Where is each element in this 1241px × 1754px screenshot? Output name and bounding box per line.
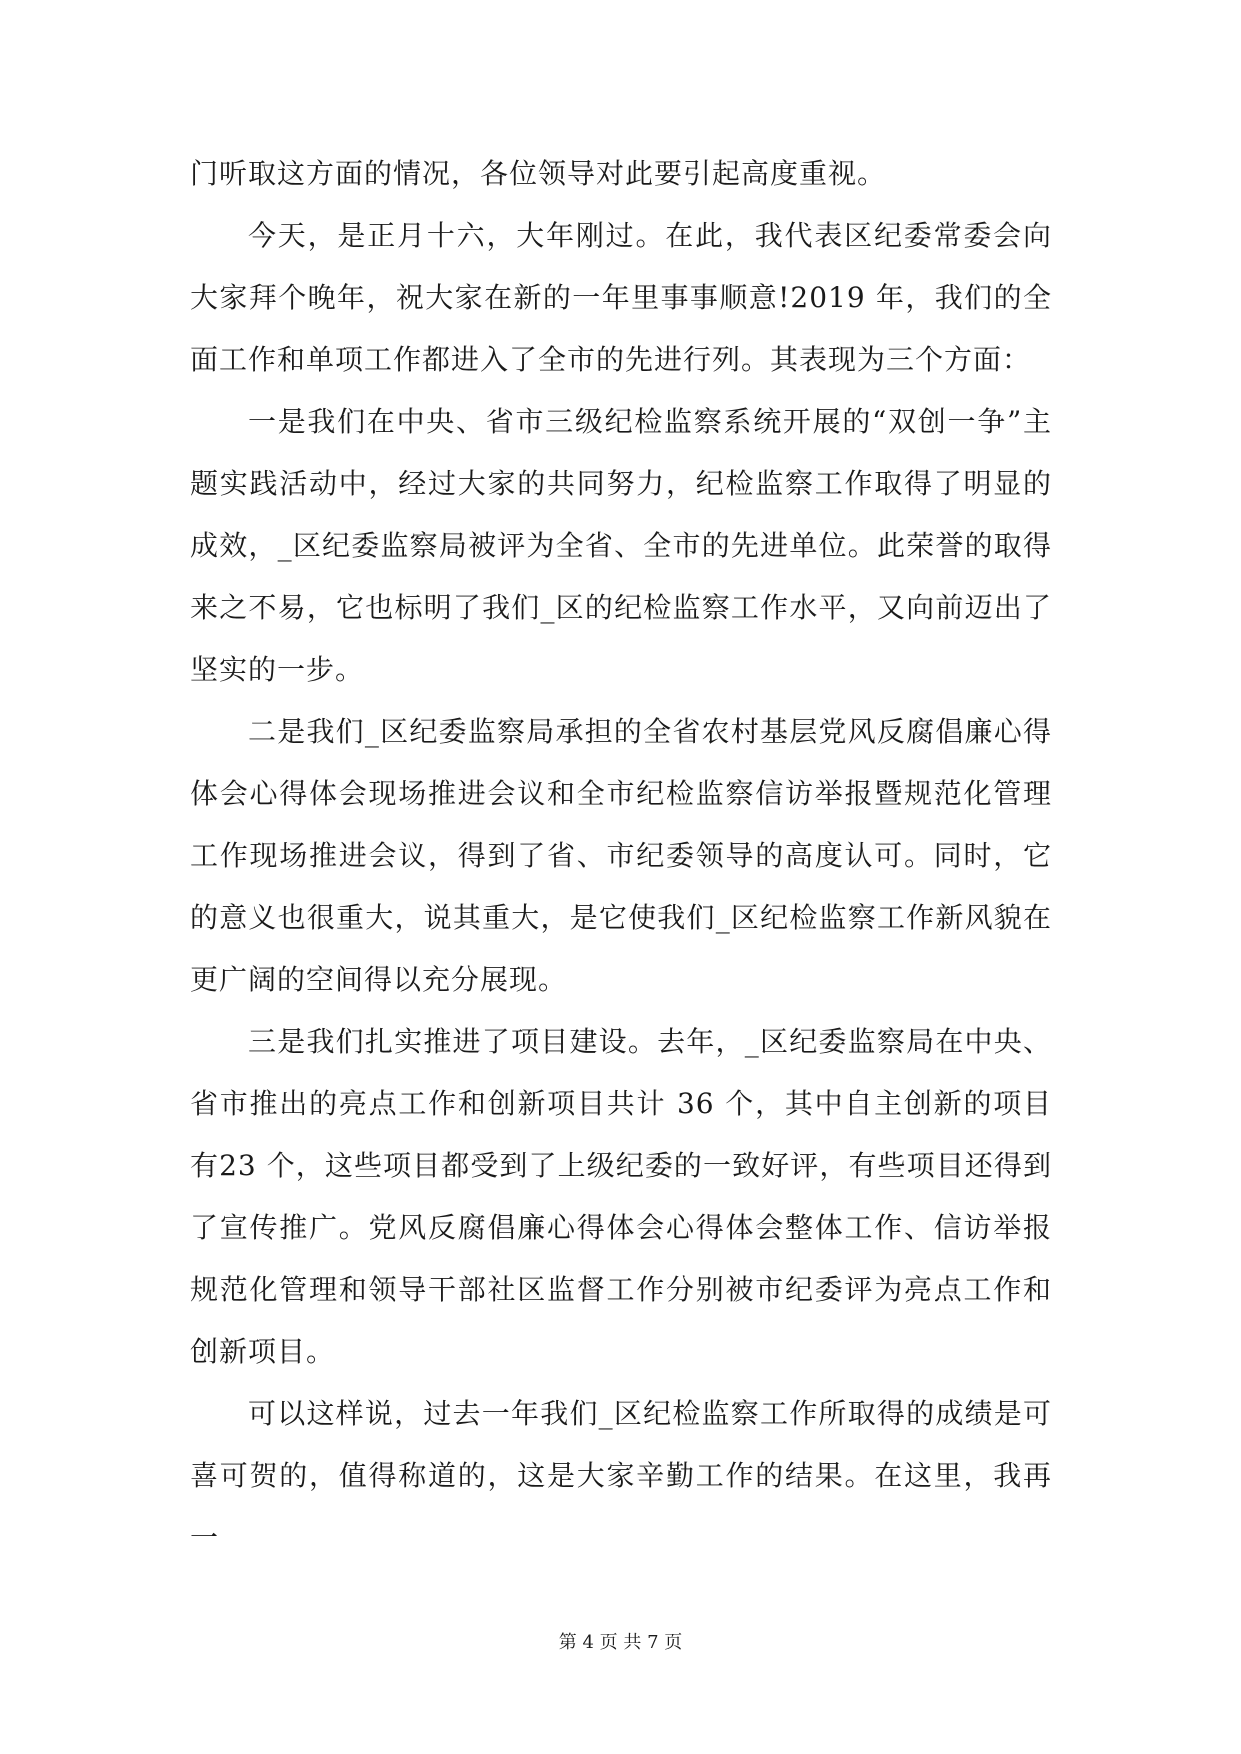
paragraph-4: 二是我们_区纪委监察局承担的全省农村基层党风反腐倡廉心得体会心得体会现场推进会议和全市纪检监察信访举报暨规范化管理工作现场推进会议，得到了省、市纪委领导的高度认可。同时，它的意义也很重大，说其重大，是它使我们_区纪检监察工作新风貌在更广阔的空间得以充分展现。: [190, 715, 1052, 996]
footer-suffix: 页: [664, 1632, 683, 1653]
page-footer: [0, 1628, 1241, 1654]
paragraph-6: 可以这样说，过去一年我们_区纪检监察工作所取得的成绩是可喜可贺的，值得称道的，这是大家辛勤工作的结果。在这里，我再一: [190, 1397, 1052, 1554]
current-page-number: 4: [582, 1632, 594, 1653]
paragraph-3: 一是我们在中央、省市三级纪检监察系统开展的“双创一争”主题实践活动中，经过大家的共同努力，纪检监察工作取得了明显的成效，_区纪委监察局被评为全省、全市的先进单位。此荣誉的取得来之不易，它也标明了我们_区的纪检监察工作水平，又向前迈出了坚实的一步。: [190, 405, 1052, 686]
paragraph-2: 今天，是正月十六，大年刚过。在此，我代表区纪委常委会向大家拜个晚年，祝大家在新的一年里事事顺意!2019 年，我们的全面工作和单项工作都进入了全市的先进行列。其表现为三个方面：: [190, 219, 1052, 376]
paragraph-5: 三是我们扎实推进了项目建设。去年，_区纪委监察局在中央、省市推出的亮点工作和创新项目共计 36 个，其中自主创新的项目有23 个，这些项目都受到了上级纪委的一致好评，有些项目还得到了宣传推广。党风反腐倡廉心得体会心得体会整体工作、信访举报规范化管理和领导干部社区监督工作分别被市纪委评为亮点工作和创新项目。: [190, 1025, 1052, 1368]
footer-prefix: 第: [558, 1632, 577, 1653]
total-pages-number: 7: [647, 1632, 659, 1653]
paragraph-1: 门听取这方面的情况，各位领导对此要引起高度重视。: [190, 157, 887, 190]
document-body: [190, 143, 1052, 1569]
footer-middle: 页 共: [599, 1632, 642, 1653]
